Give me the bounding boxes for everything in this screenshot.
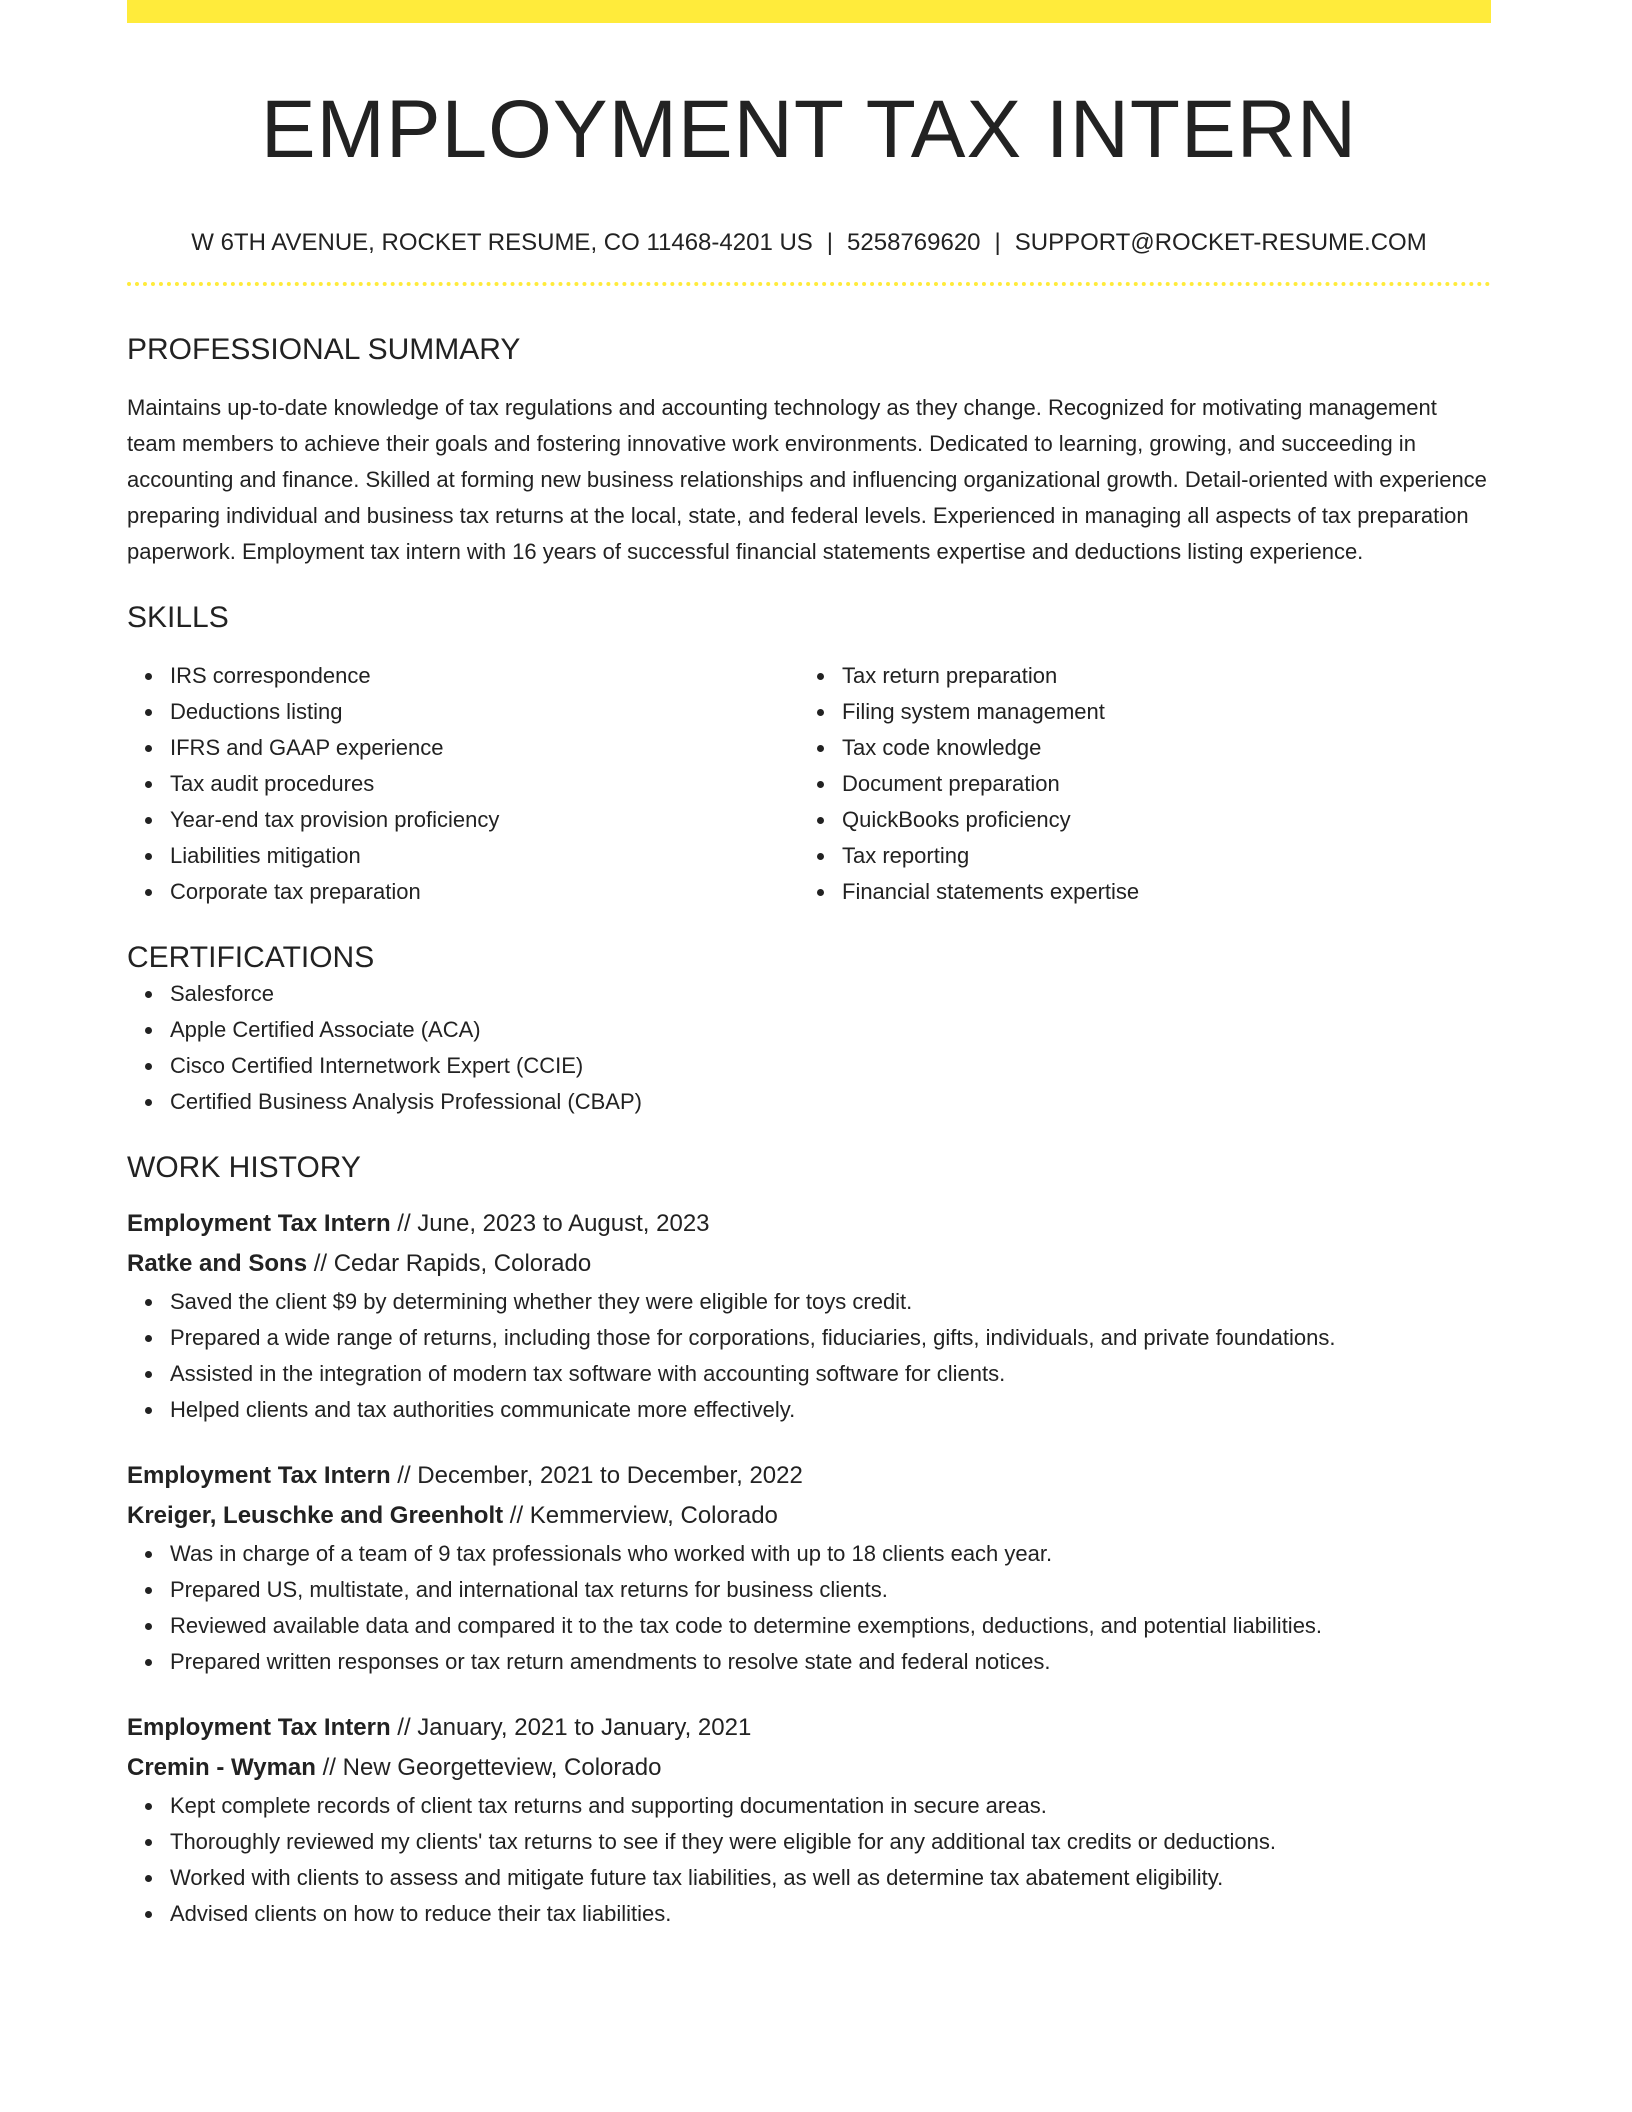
job-bullet: Reviewed available data and compared it to the tax code to determine exemptions, deductions, and potential liabilities. [127, 1608, 1491, 1644]
job-location: // New Georgetteview, Colorado [315, 1754, 662, 1781]
contact-address: W 6TH AVENUE, ROCKET RESUME, CO 11468-4201 US [191, 229, 813, 256]
skills-heading: SKILLS [127, 601, 229, 634]
job-dates: // June, 2023 to August, 2023 [390, 1210, 710, 1237]
resume-name: EMPLOYMENT TAX INTERN [260, 84, 1358, 175]
skill-item: Financial statements expertise [799, 874, 1471, 910]
skills-grid [127, 658, 1491, 910]
job-location: // Kemmerview, Colorado [503, 1502, 778, 1529]
contact-separator: | [826, 229, 834, 256]
job-company-line [127, 1496, 1491, 1536]
job-entry [127, 1204, 1491, 1428]
job-title-line [127, 1456, 1491, 1496]
job-dates: // December, 2021 to December, 2022 [390, 1462, 803, 1489]
job-bullet: Helped clients and tax authorities communicate more effectively. [127, 1392, 1491, 1428]
job-title: Employment Tax Intern [127, 1462, 391, 1489]
skills-column-left [127, 658, 799, 910]
skills-list-right [799, 658, 1471, 910]
job-bullet: Assisted in the integration of modern tax software with accounting software for clients. [127, 1356, 1491, 1392]
contact-separator: | [994, 229, 1001, 256]
job-bullet: Thoroughly reviewed my clients' tax returns to see if they were eligible for any additional tax credits or deductions. [127, 1824, 1491, 1860]
skill-item: IFRS and GAAP experience [127, 730, 799, 766]
job-location: // Cedar Rapids, Colorado [307, 1250, 592, 1277]
job-company-line [127, 1748, 1491, 1788]
contact-phone: 5258769620 [847, 229, 981, 256]
job-bullets [127, 1284, 1491, 1428]
dotted-divider [127, 282, 1491, 286]
work-history-heading: WORK HISTORY [127, 1151, 361, 1184]
job-entry [127, 1708, 1491, 1932]
skill-item: Filing system management [799, 694, 1471, 730]
job-bullet: Kept complete records of client tax returns and supporting documentation in secure areas. [127, 1788, 1491, 1824]
skills-column-right [799, 658, 1471, 910]
job-bullet: Prepared written responses or tax return amendments to resolve state and federal notices. [127, 1644, 1491, 1680]
resume-content [127, 0, 1491, 1932]
job-entry [127, 1456, 1491, 1680]
job-bullets [127, 1536, 1491, 1680]
job-company: Cremin - Wyman [127, 1754, 316, 1781]
skill-item: Tax return preparation [799, 658, 1471, 694]
certifications-list [127, 976, 1491, 1120]
job-title: Employment Tax Intern [127, 1210, 391, 1237]
job-bullet: Saved the client $9 by determining whether they were eligible for toys credit. [127, 1284, 1491, 1320]
job-title-line [127, 1204, 1491, 1244]
certification-item: Certified Business Analysis Professional (CBAP) [127, 1084, 1491, 1120]
skill-item: Tax code knowledge [799, 730, 1471, 766]
certification-item: Apple Certified Associate (ACA) [127, 1012, 1491, 1048]
job-dates: // January, 2021 to January, 2021 [390, 1714, 752, 1741]
skill-item: Year-end tax provision proficiency [127, 802, 799, 838]
skill-item: Deductions listing [127, 694, 799, 730]
job-bullet: Worked with clients to assess and mitigate future tax liabilities, as well as determine tax abatement eligibility. [127, 1860, 1491, 1896]
contact-email: SUPPORT@ROCKET-RESUME.COM [1014, 229, 1427, 256]
skill-item: IRS correspondence [127, 658, 799, 694]
summary-paragraph: Maintains up-to-date knowledge of tax regulations and accounting technology as they change. Recognized for motivating management team members to achieve their goals and fostering innovative work environments. Dedicated to learning, growing, and succeeding in accounting and finance. Skilled at forming new business relationships and influencing organizational growth. Detail-oriented with experience preparing individual and business tax returns at the local, state, and federal levels. Experienced in managing all aspects of tax preparation paperwork. Employment tax intern with 16 years of successful financial statements expertise and deductions listing experience. [127, 395, 1487, 564]
contact-line [127, 228, 1491, 258]
skill-item: Corporate tax preparation [127, 874, 799, 910]
job-company-line [127, 1244, 1491, 1284]
job-bullet: Advised clients on how to reduce their tax liabilities. [127, 1896, 1491, 1932]
skill-item: Liabilities mitigation [127, 838, 799, 874]
summary-heading: PROFESSIONAL SUMMARY [127, 333, 521, 366]
certification-item: Cisco Certified Internetwork Expert (CCIE) [127, 1048, 1491, 1084]
job-bullet: Was in charge of a team of 9 tax professionals who worked with up to 18 clients each year. [127, 1536, 1491, 1572]
skill-item: Document preparation [799, 766, 1471, 802]
job-bullet: Prepared US, multistate, and international tax returns for business clients. [127, 1572, 1491, 1608]
job-bullet: Prepared a wide range of returns, including those for corporations, fiduciaries, gifts, individuals, and private foundations. [127, 1320, 1491, 1356]
job-company: Ratke and Sons [127, 1250, 308, 1277]
certifications-heading: CERTIFICATIONS [127, 941, 375, 974]
job-title: Employment Tax Intern [127, 1714, 391, 1741]
skill-item: QuickBooks proficiency [799, 802, 1471, 838]
skill-item: Tax audit procedures [127, 766, 799, 802]
job-company: Kreiger, Leuschke and Greenholt [127, 1502, 504, 1529]
skills-list-left [127, 658, 799, 910]
job-bullets [127, 1788, 1491, 1932]
skill-item: Tax reporting [799, 838, 1471, 874]
certification-item: Salesforce [127, 976, 1491, 1012]
job-title-line [127, 1708, 1491, 1748]
